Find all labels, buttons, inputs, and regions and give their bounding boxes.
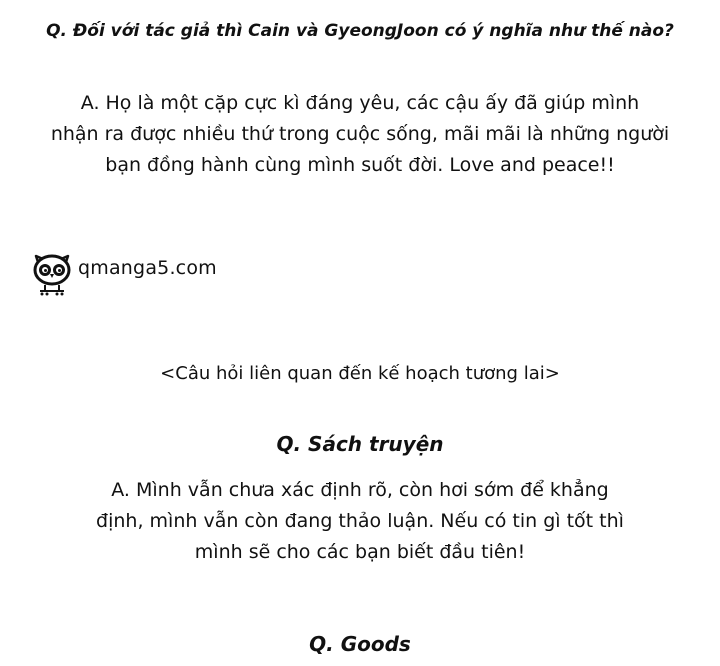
question-1: Q. Đối với tác giả thì Cain và GyeongJoon có ý nghĩa như thế nào? xyxy=(46,21,674,41)
answer-1 xyxy=(0,88,720,181)
answer-1-line-3: bạn đồng hành cùng mình suốt đời. Love and peace!! xyxy=(105,154,615,176)
watermark xyxy=(31,253,217,297)
question-2: Q. Sách truyện xyxy=(276,432,444,456)
question-3: Q. Goods xyxy=(309,632,411,656)
answer-2-line-3: mình sẽ cho các bạn biết đầu tiên! xyxy=(194,541,526,563)
answer-1-line-2: nhận ra được nhiều thứ trong cuộc sống, mãi mãi là những người xyxy=(50,123,670,145)
owl-logo-icon xyxy=(31,253,77,297)
watermark-text: qmanga5.com xyxy=(78,257,217,279)
section-header: <Câu hỏi liên quan đến kế hoạch tương lai> xyxy=(160,363,560,384)
answer-1-line-1: A. Họ là một cặp cực kì đáng yêu, các cậu ấy đã giúp mình xyxy=(80,92,640,114)
answer-2 xyxy=(0,475,720,568)
answer-2-line-2: định, mình vẫn còn đang thảo luận. Nếu có tin gì tốt thì xyxy=(96,510,624,532)
answer-2-line-1: A. Mình vẫn chưa xác định rõ, còn hơi sớm để khẳng xyxy=(111,479,609,501)
